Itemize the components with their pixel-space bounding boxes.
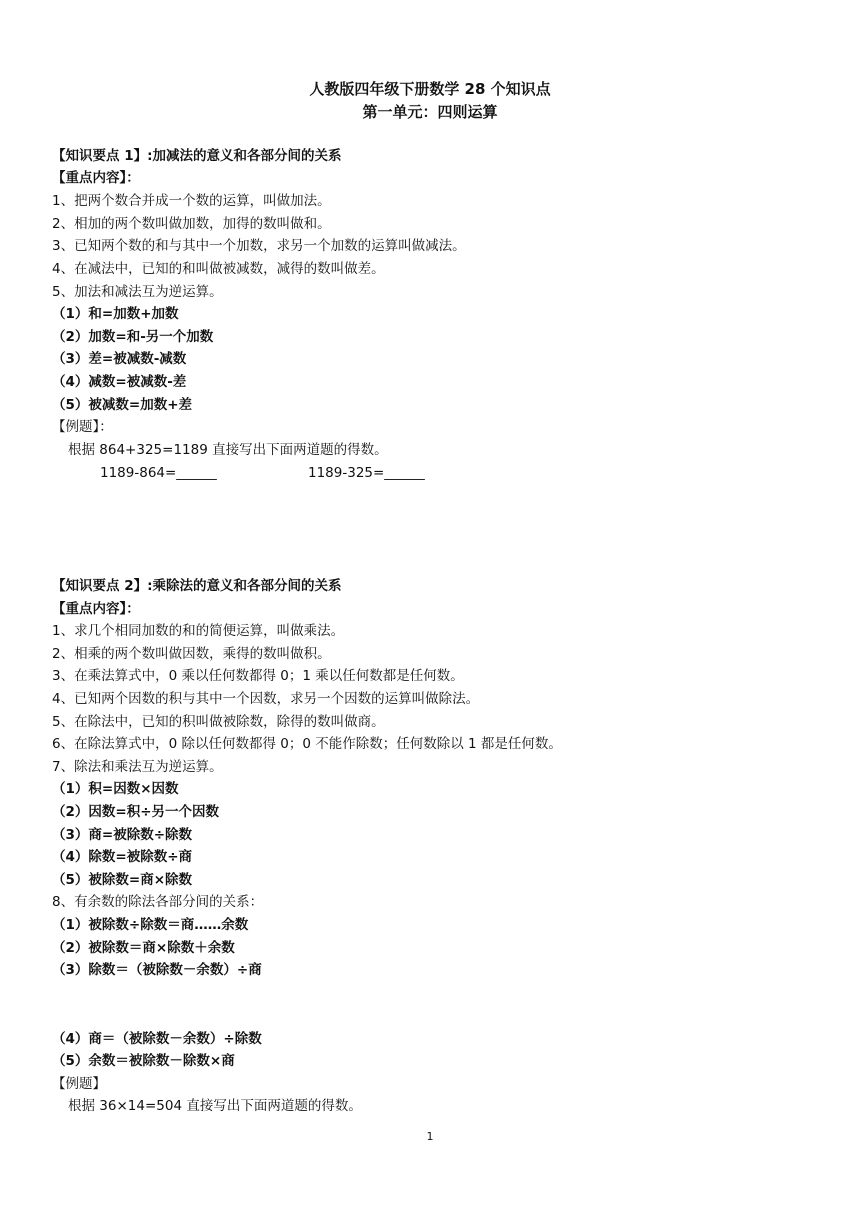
section1-example-question-2: 1189-325=______ [308,465,425,481]
section1-example-question-1: 1189-864=______ [100,465,217,481]
section1-formula: （5）被减数=加数+差 [52,397,193,413]
section2-formula: （2）因数=积÷另一个因数 [52,804,220,820]
section1-formula: （1）和=加数+加数 [52,306,179,322]
section2-item: 6、在除法算式中，0 除以任何数都得 0；0 不能作除数；任何数除以 1 都是任何数。 [52,736,562,752]
section1-example-text: 根据 864+325=1189 直接写出下面两道题的得数。 [68,442,388,458]
section1-item: 5、加法和减法互为逆运算。 [52,284,223,300]
section2-formula: （1）积=因数×因数 [52,781,179,797]
section1-heading: 【知识要点 1】:加减法的意义和各部分间的关系 [52,148,342,164]
section2-example-label: 【例题】 [52,1076,106,1092]
remainder-formula: （2）被除数＝商×除数＋余数 [52,940,235,956]
page-number: 1 [426,1130,434,1143]
remainder-formula: （5）余数＝被除数－除数×商 [52,1053,235,1069]
section1-item: 1、把两个数合并成一个数的运算，叫做加法。 [52,193,331,209]
section2-example-text: 根据 36×14=504 直接写出下面两道题的得数。 [68,1098,362,1114]
section1-key-label: 【重点内容】： [52,170,140,186]
section1-item: 3、已知两个数的和与其中一个加数，求另一个加数的运算叫做减法。 [52,238,466,254]
section2-key-label: 【重点内容】： [52,601,140,617]
unit-title: 第一单元：四则运算 [362,103,498,121]
section2-item: 3、在乘法算式中，0 乘以任何数都得 0；1 乘以任何数都是任何数。 [52,668,464,684]
section2-item-8: 8、有余数的除法各部分间的关系： [52,894,264,910]
section2-item: 5、在除法中，已知的积叫做被除数，除得的数叫做商。 [52,714,385,730]
remainder-formula: （3）除数＝（被除数－余数）÷商 [52,962,262,978]
document-title: 人教版四年级下册数学 28 个知识点 [309,80,551,98]
section2-item: 1、求几个相同加数的和的简便运算，叫做乘法。 [52,623,345,639]
section2-formula: （4）除数=被除数÷商 [52,849,193,865]
remainder-formula: （4）商＝（被除数－余数）÷除数 [52,1031,262,1047]
section1-item: 4、在减法中，已知的和叫做被减数，减得的数叫做差。 [52,261,385,277]
section1-item: 2、相加的两个数叫做加数，加得的数叫做和。 [52,216,331,232]
section1-formula: （2）加数=和-另一个加数 [52,329,214,345]
remainder-formula: （1）被除数÷除数＝商……余数 [52,917,249,933]
section2-heading: 【知识要点 2】:乘除法的意义和各部分间的关系 [52,578,342,594]
section1-formula: （3）差=被减数-减数 [52,351,187,367]
section1-example-label: 【例题】： [52,419,113,435]
section2-item: 7、除法和乘法互为逆运算。 [52,759,223,775]
section2-item: 2、相乘的两个数叫做因数，乘得的数叫做积。 [52,646,331,662]
section2-formula: （3）商=被除数÷除数 [52,827,193,843]
section2-item: 4、已知两个因数的积与其中一个因数，求另一个因数的运算叫做除法。 [52,691,480,707]
section2-formula: （5）被除数=商×除数 [52,872,193,888]
section1-formula: （4）减数=被减数-差 [52,374,187,390]
